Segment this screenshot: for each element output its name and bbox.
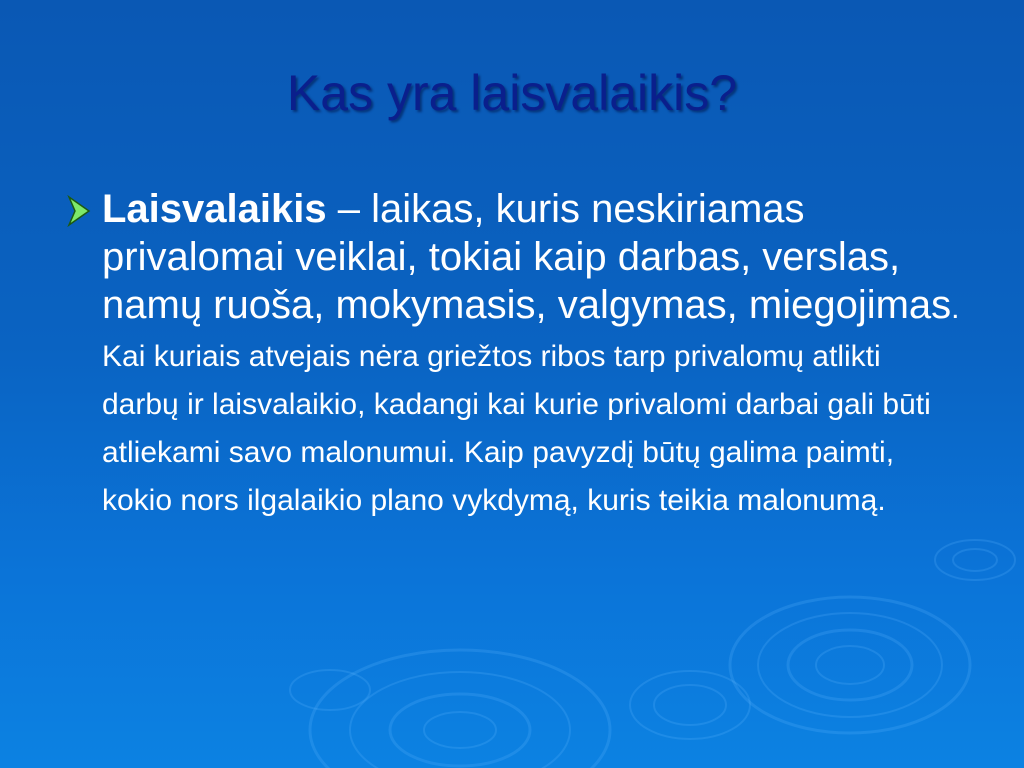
bullet-definition: – laikas, kuris neskiriamas privalomai veiklai, tokiai kaip darbas, verslas, namų ruoša, mokymasis, valgymas, miegojimas (102, 187, 952, 327)
slide-title: Kas yra laisvalaikis? (286, 65, 738, 121)
bullet-text (102, 185, 962, 521)
bullet-term: Laisvalaikis (102, 187, 327, 231)
bullet-definition-period: . (951, 292, 960, 325)
arrow-bullet-icon (65, 193, 95, 229)
bullet-detail: Kai kuriais atvejais nėra griežtos ribos tarp privalomų atlikti darbų ir laisvalaikio, kadangi kai kurie privalomi darbai gali būti atliekami savo malonumui. Kaip pavyzdį būtų galima paimti, kokio nors ilgalaikio plano vykdymą, kuris teikia malonumą. (102, 340, 931, 517)
